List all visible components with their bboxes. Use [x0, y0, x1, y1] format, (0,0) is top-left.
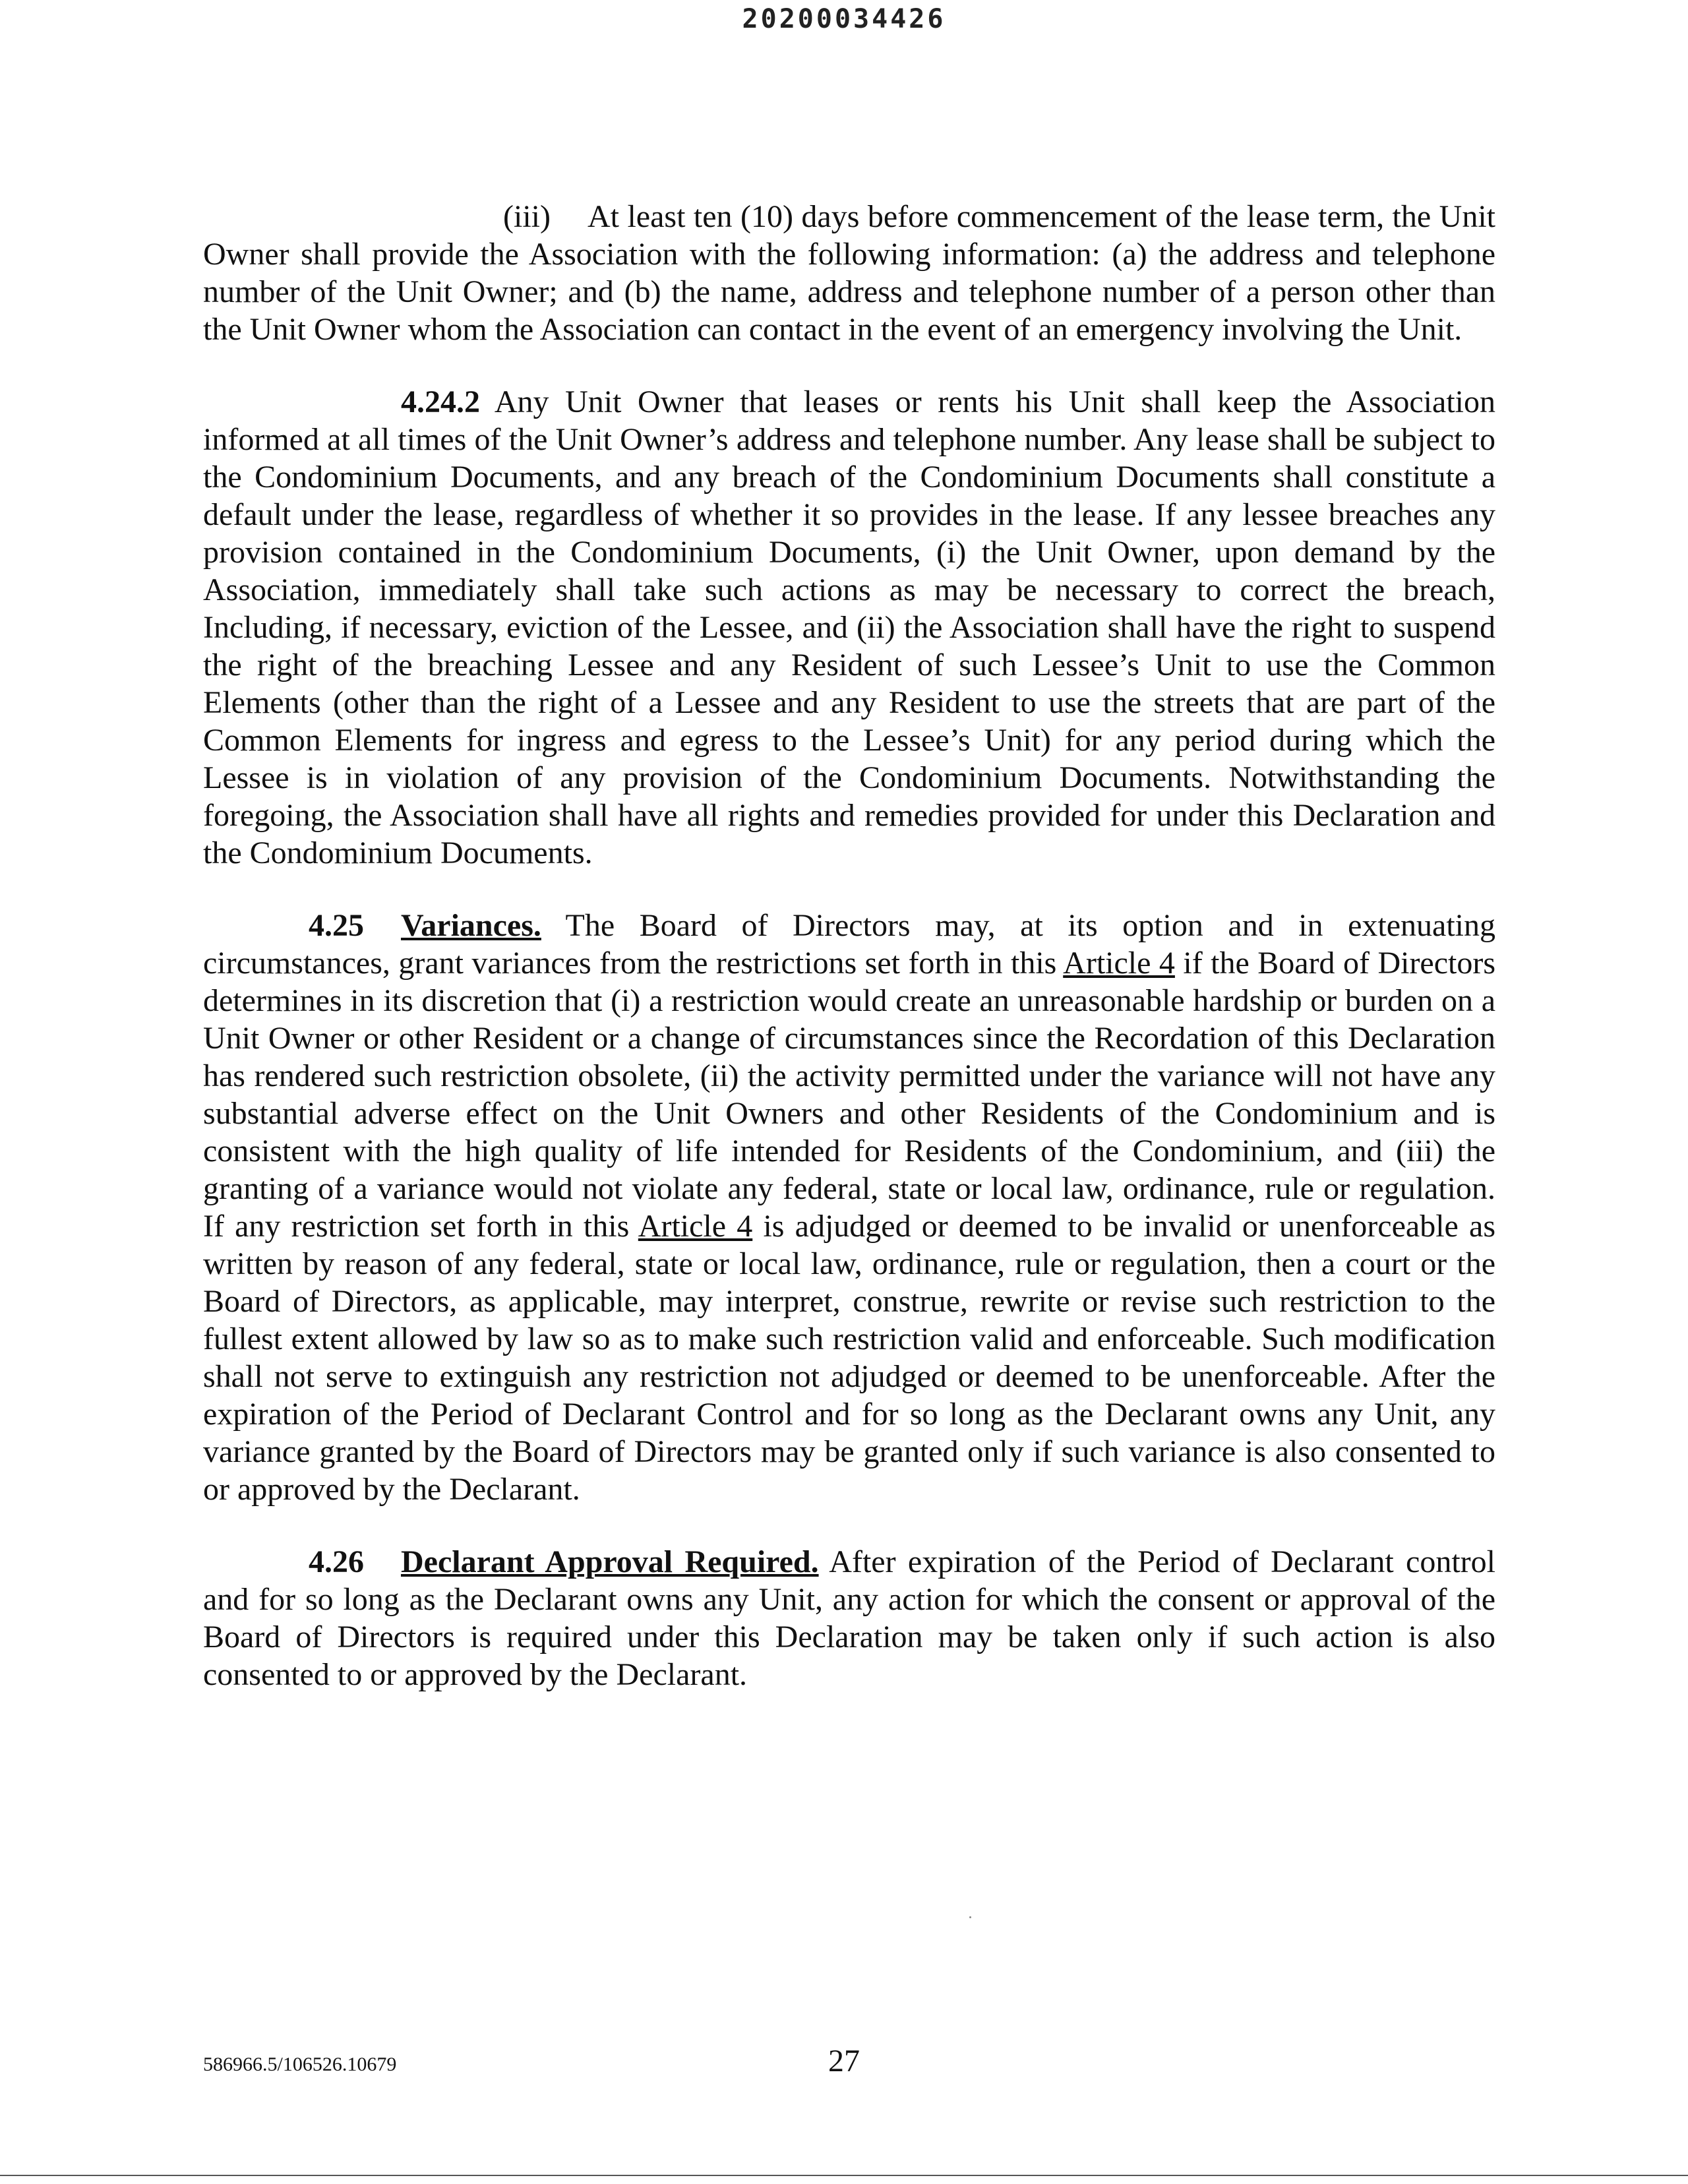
section-4-26-title: Declarant Approval Required.	[401, 1544, 819, 1579]
footer-document-id: 586966.5/106526.10679	[203, 2053, 397, 2075]
article-4-reference-2: Article 4	[638, 1209, 753, 1244]
scan-speck	[969, 1916, 971, 1918]
section-4-24-2-number: 4.24.2	[401, 384, 480, 419]
paragraph-iii-marker: (iii)	[503, 199, 551, 234]
document-body	[203, 198, 1495, 1728]
page-number: 27	[828, 2044, 860, 2078]
section-4-24-2	[203, 383, 1495, 872]
paragraph-iii-text: At least ten (10) days before commencement of the lease term, the Unit Owner shall provide the Association with the following information: (a) the address and telephone number of the Unit Owner; and (b) the name, address and telephone number of a person other than the Unit Owner whom the Association can contact in the event of an emergency involving the Unit.	[203, 199, 1495, 347]
section-4-25-title: Variances.	[401, 908, 541, 943]
bottom-rule-line	[0, 2175, 1688, 2176]
document-number-header: 20200034426	[742, 4, 946, 34]
section-4-25	[203, 907, 1495, 1508]
section-4-26	[203, 1543, 1495, 1693]
section-4-26-number: 4.26	[309, 1544, 364, 1579]
article-4-reference-1: Article 4	[1063, 946, 1175, 981]
section-4-25-text-2: if the Board of Directors determines in its discretion that (i) a restriction would create an unreasonable hardship or burden on a Unit Owner or other Resident or a change of circumstances since the Recordation of this Declaration has rendered such restriction obsolete, (ii) the activity permitted under the variance will not have any substantial adverse effect on the Unit Owners and other Residents of the Condominium and is consistent with the high quality of life intended for Residents of the Condominium, and (iii) the granting of a variance would not violate any federal, state or local law, ordinance, rule or regulation. If any restriction set forth in this	[203, 946, 1496, 1244]
section-4-26-text: After expiration of the Period of Declarant control and for so long as the Declarant owns any Unit, any action for which the consent or approval of the Board of Directors is required under this Declaration may be taken only if such action is also consented to or approved by the Declarant.	[203, 1544, 1495, 1692]
section-4-25-number: 4.25	[309, 908, 364, 943]
section-4-25-text-1: The Board of Directors may, at its option and in extenuating circumstances, grant variances from the restrictions set forth in this	[203, 908, 1495, 981]
section-4-25-text-3: is adjudged or deemed to be invalid or unenforceable as written by reason of any federal, state or local law, ordinance, rule or regulation, then a court or the Board of Directors, as applicable, may interpret, construe, rewrite or revise such restriction to the fullest extent allowed by law so as to make such restriction valid and enforceable. Such modification shall not serve to extinguish any restriction not adjudged or deemed to be unenforceable. After the expiration of the Period of Declarant Control and for so long as the Declarant owns any Unit, any variance granted by the Board of Directors may be granted only if such variance is also consented to or approved by the Declarant.	[203, 1209, 1495, 1507]
section-4-24-2-text: Any Unit Owner that leases or rents his Unit shall keep the Association informed at all times of the Unit Owner’s address and telephone number. Any lease shall be subject to the Condominium Documents, and any breach of the Condominium Documents shall constitute a default under the lease, regardless of whether it so provides in the lease. If any lessee breaches any provision contained in the Condominium Documents, (i) the Unit Owner, upon demand by the Association, immediately shall take such actions as may be necessary to correct the breach, Including, if necessary, eviction of the Lessee, and (ii) the Association shall have the right to suspend the right of the breaching Lessee and any Resident of such Lessee’s Unit to use the Common Elements (other than the right of a Lessee and any Resident to use the streets that are part of the Common Elements for ingress and egress to the Lessee’s Unit) for any period during which the Lessee is in violation of any provision of the Condominium Documents. Notwithstanding the foregoing, the Association shall have all rights and remedies provided for under this Declaration and the Condominium Documents.	[203, 384, 1495, 870]
paragraph-iii	[203, 198, 1495, 348]
